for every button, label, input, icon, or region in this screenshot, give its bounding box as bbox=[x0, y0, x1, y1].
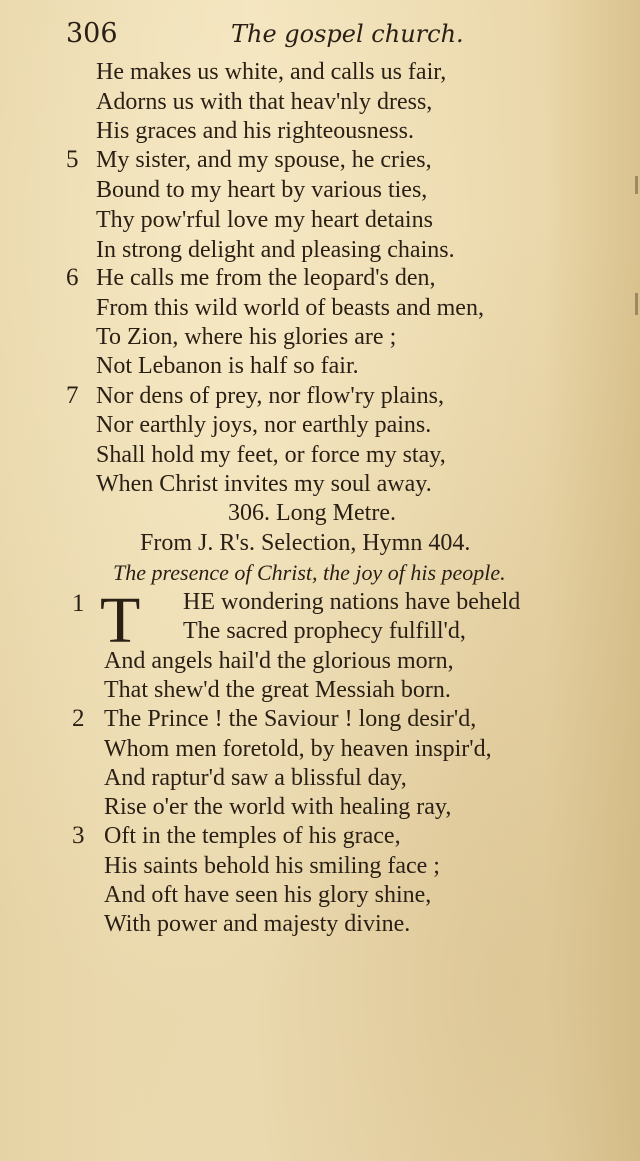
verse-line: HE wondering nations have beheld bbox=[183, 589, 521, 615]
verse-number: 6 bbox=[66, 264, 79, 291]
hymn-source: From J. R's. Selection, Hymn 404. bbox=[140, 530, 471, 556]
drop-cap: T bbox=[100, 584, 141, 657]
verse-number: 3 bbox=[72, 822, 85, 849]
running-head: The gospel church. bbox=[231, 20, 464, 48]
verse-number: 5 bbox=[66, 146, 79, 173]
verse-line: Rise o'er the world with healing ray, bbox=[104, 794, 452, 820]
page-number: 306 bbox=[66, 18, 118, 49]
verse-number: 7 bbox=[66, 382, 79, 409]
verse-line: He calls me from the leopard's den, bbox=[96, 265, 436, 291]
verse-line: That shew'd the great Messiah born. bbox=[104, 677, 451, 703]
hymn-heading: 306. Long Metre. bbox=[228, 500, 396, 526]
verse-line: The sacred prophecy fulfill'd, bbox=[183, 618, 466, 644]
verse-line: And oft have seen his glory shine, bbox=[104, 882, 432, 908]
verse-line: His saints behold his smiling face ; bbox=[104, 853, 440, 879]
verse-line: My sister, and my spouse, he cries, bbox=[96, 147, 432, 173]
verse-line: Nor earthly joys, nor earthly pains. bbox=[96, 412, 432, 438]
verse-line: Not Lebanon is half so fair. bbox=[96, 353, 359, 379]
verse-line: Nor dens of prey, nor flow'ry plains, bbox=[96, 383, 445, 409]
verse-line: From this wild world of beasts and men, bbox=[96, 295, 484, 321]
verse-number: 1 bbox=[72, 590, 85, 617]
verse-line: Bound to my heart by various ties, bbox=[96, 177, 428, 203]
verse-line: Oft in the temples of his grace, bbox=[104, 823, 401, 849]
page-edge-mark bbox=[635, 176, 638, 194]
verse-line: Adorns us with that heav'nly dress, bbox=[96, 89, 433, 115]
page-edge-mark bbox=[635, 293, 638, 315]
verse-line: Whom men foretold, by heaven inspir'd, bbox=[104, 736, 492, 762]
verse-line: He makes us white, and calls us fair, bbox=[96, 59, 447, 85]
verse-line: Thy pow'rful love my heart detains bbox=[96, 207, 433, 233]
verse-line: The Prince ! the Saviour ! long desir'd, bbox=[104, 706, 477, 732]
page-header bbox=[66, 18, 506, 52]
verse-line: To Zion, where his glories are ; bbox=[96, 324, 397, 350]
hymn-subject: The presence of Christ, the joy of his people. bbox=[113, 560, 506, 585]
verse-line: With power and majesty divine. bbox=[104, 911, 411, 937]
verse-line: His graces and his righteousness. bbox=[96, 118, 414, 144]
verse-line: In strong delight and pleasing chains. bbox=[96, 237, 455, 263]
verse-line: When Christ invites my soul away. bbox=[96, 471, 432, 497]
verse-line: And angels hail'd the glorious morn, bbox=[104, 648, 454, 674]
verse-line: And raptur'd saw a blissful day, bbox=[104, 765, 407, 791]
verse-number: 2 bbox=[72, 705, 85, 732]
verse-line: Shall hold my feet, or force my stay, bbox=[96, 442, 446, 468]
